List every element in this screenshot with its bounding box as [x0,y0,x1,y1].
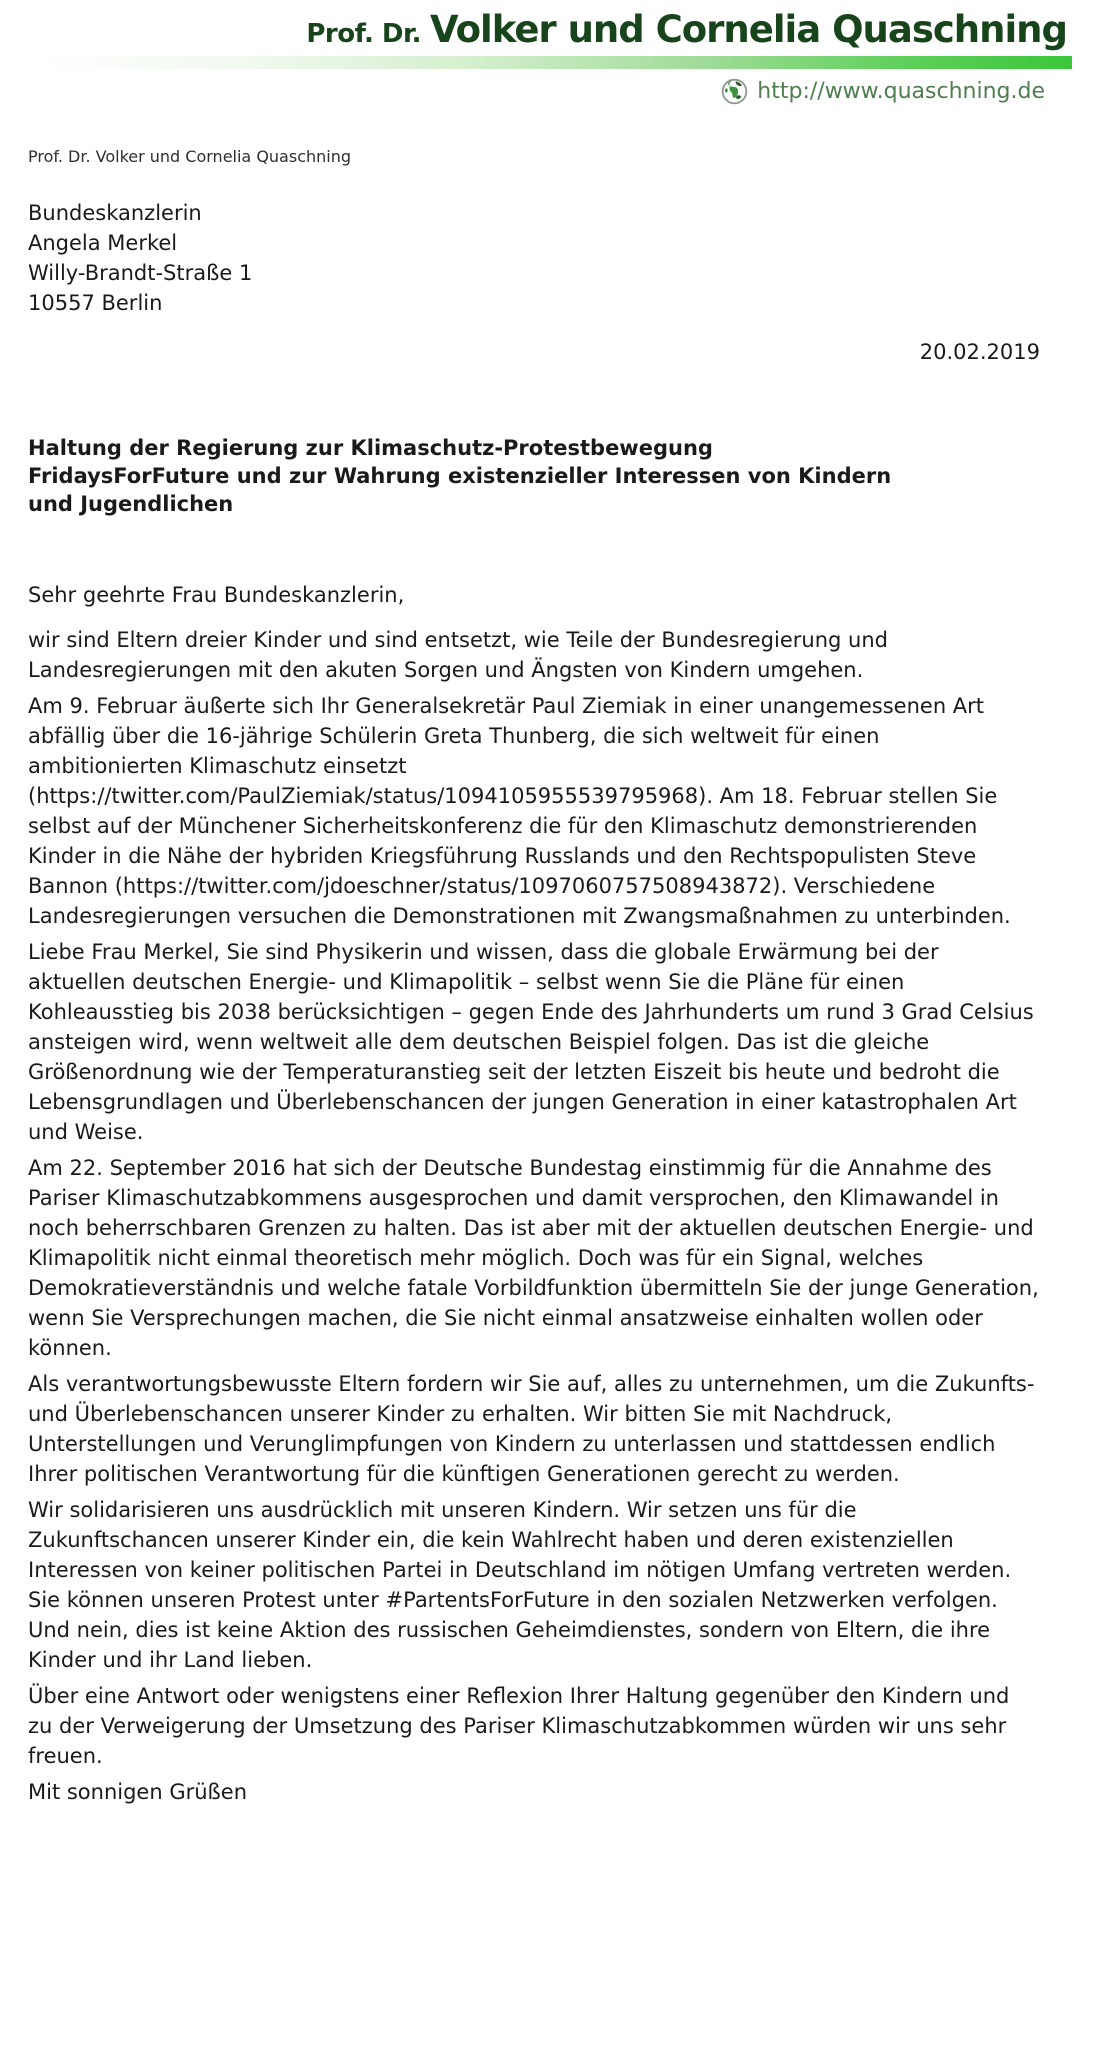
letter-body [0,625,1103,1771]
subject-line: Haltung der Regierung zur Klimaschutz-Protestbewegung [28,436,713,460]
sender-line: Prof. Dr. Volker und Cornelia Quaschning [28,147,352,166]
body-paragraph: Am 22. September 2016 hat sich der Deutsche Bundestag einstimmig für die Annahme des Pariser Klimaschutzabkommens ausgesprochen und damit versprochen, den Klimawandel in noch beherrschbaren Grenzen zu halten. Das ist aber mit der aktuellen deutschen Energie- und Klimapolitik nicht einmal theoretisch mehr möglich. Doch was für ein Signal, welches Demokratieverständnis und welche fatale Vorbildfunktion übermitteln Sie der junge Generation, wenn Sie Versprechungen machen, die Sie nicht einmal ansatzweise einhalten wollen oder können. [28,1156,1039,1360]
closing-line: Mit sonnigen Grüßen [28,1780,248,1804]
subject-line: FridaysForFuture und zur Wahrung existenzieller Interessen von Kindern [28,464,892,488]
recipient-line: 10557 Berlin [28,291,163,315]
body-paragraph: Wir solidarisieren uns ausdrücklich mit unseren Kindern. Wir setzen uns für die Zukunftschancen unserer Kinder ein, die kein Wahlrecht haben und deren existenziellen Interessen von keiner politischen Partei in Deutschland im nötigen Umfang vertreten werden. Sie können unseren Protest unter #PartentsForFuture in den sozialen Netzwerken verfolgen. Und nein, dies ist keine Aktion des russischen Geheimdienstes, sondern von Eltern, die ihre Kinder und ihr Land lieben. [28,1498,1012,1672]
recipient-line: Willy-Brandt-Straße 1 [28,261,253,285]
website-link[interactable]: http://www.quaschning.de [757,79,1045,104]
recipient-line: Angela Merkel [28,231,178,255]
body-paragraph: Als verantwortungsbewusste Eltern fordern wir Sie auf, alles zu unternehmen, um die Zukunfts- und Überlebenschancen unserer Kinder zu erhalten. Wir bitten Sie mit Nachdruck, Unterstellungen und Verunglimpfungen von Kindern zu unterlassen und stattdessen endlich Ihrer politischen Verantwortung für die künftigen Generationen gerecht zu werden. [28,1372,1035,1486]
globe-icon [721,78,748,105]
letter-date: 20.02.2019 [919,340,1040,364]
body-paragraph: Über eine Antwort oder wenigstens einer Reflexion Ihrer Haltung gegenüber den Kindern und zu der Verweigerung der Umsetzung des Pariser Klimaschutzabkommen würden wir uns sehr freuen. [28,1684,1010,1768]
subject-line: und Jugendlichen [28,492,234,516]
body-paragraph: wir sind Eltern dreier Kinder und sind entsetzt, wie Teile der Bundesregierung und Landesregierungen mit den akuten Sorgen und Ängsten von Kindern umgehen. [28,628,888,682]
body-paragraph: Liebe Frau Merkel, Sie sind Physikerin und wissen, dass die globale Erwärmung bei der aktuellen deutschen Energie- und Klimapolitik – selbst wenn Sie die Pläne für einen Kohleausstieg bis 2038 berücksichtigen – gegen Ende des Jahrhunderts um rund 3 Grad Celsius ansteigen wird, wenn weltweit alle dem deutschen Beispiel folgen. Das ist die gleiche Größenordnung wie der Temperaturanstieg seit der letzten Eiszeit bis heute und bedroht die Lebensgrundlagen und Überlebenschancen der jungen Generation in einer katastrophalen Art und Weise. [28,940,1034,1144]
subject-heading [28,434,1040,518]
body-paragraph: Am 9. Februar äußerte sich Ihr Generalsekretär Paul Ziemiak in einer unangemessenen Art abfällig über die 16-jährige Schülerin Greta Thunberg, die sich weltweit für einen ambitionierten Klimaschutz einsetzt (https://twitter.com/PaulZiemiak/status/1094105955539795968). Am 18. Februar stellen Sie selbst auf der Münchener Sicherheitskonferenz die für den Klimaschutz demonstrierenden Kinder in die Nähe der hybriden Kriegsführung Russlands und den Rechtspopulisten Steve Bannon (https://twitter.com/jdoeschner/status/1097060757508943872). Verschiedene Landesregierungen versuchen die Demonstrationen mit Zwangsmaßnahmen zu unterbinden. [28,694,1011,928]
salutation: Sehr geehrte Frau Bundeskanzlerin, [28,583,405,607]
letterhead-title [0,0,1103,51]
website-row [0,78,1103,105]
divider-bar [28,56,1072,69]
title-name: Volker und Cornelia Quaschning [430,8,1067,51]
recipient-line: Bundeskanzlerin [28,201,202,225]
recipient-address [28,198,1040,318]
title-prefix: Prof. Dr. [306,19,422,49]
